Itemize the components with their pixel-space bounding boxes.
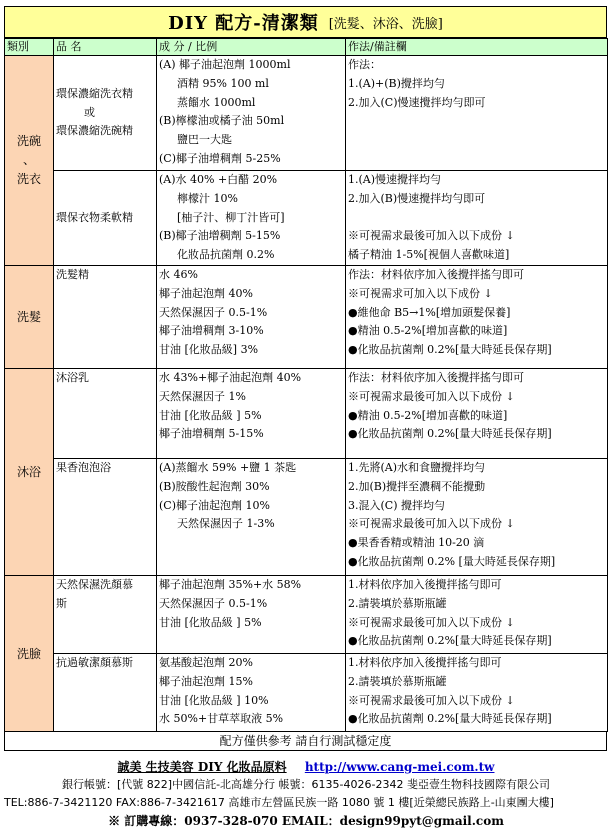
method-line: 2.加(B)攪拌至濃稠不能攪動: [348, 479, 486, 493]
method-line: ●化妝品抗菌劑 0.2%[量大時延長保存期]: [348, 427, 552, 441]
method-line: 2.請裝填於慕斯瓶罐: [348, 674, 447, 688]
method-line: ●化妝品抗菌劑 0.2% [量大時延長保存期]: [348, 554, 556, 568]
method-cell: [346, 369, 608, 459]
ingredient-line: 水 43%+椰子油起泡劑 40%: [159, 371, 302, 384]
ingredient-line: 天然保濕因子 1%: [159, 389, 246, 403]
ingredient-line: 椰子油起泡劑 40%: [159, 286, 253, 300]
method-line: 1.(A)慢速攪拌均勻: [348, 173, 442, 186]
method-line: 作法：材料依序加入後攪拌搖勻即可: [348, 371, 524, 384]
method-cell: [346, 654, 608, 732]
ingredient-line: 鹽巴一大匙: [177, 133, 232, 147]
method-line: 2.加入(B)慢速攪拌均勻即可: [348, 191, 486, 205]
method-line: 2.請裝填於慕斯瓶罐: [348, 596, 447, 610]
header-category: 類別: [5, 39, 54, 56]
product-name: [54, 56, 157, 171]
header-method: 作法/備註欄: [346, 39, 608, 56]
product-name-line: 斯: [56, 596, 67, 610]
method-line: ●精油 0.5-2%[增加喜歡的味道]: [348, 324, 508, 338]
header-ingredients: 成 分 / 比例: [157, 39, 346, 56]
method-line: 1.材料依序加入後攪拌搖勻即可: [348, 656, 502, 669]
method-line: ※可視需求最後可加入以下成份 ↓: [348, 389, 515, 403]
ingredient-line: (A)水 40% +白醋 20%: [159, 173, 278, 186]
product-name: 環保衣物柔軟精: [54, 171, 157, 266]
ingredient-line: 氨基酸起泡劑 20%: [159, 656, 253, 669]
method-line: 作法：: [348, 58, 381, 71]
ingredient-line: [柚子汁、柳丁汁皆可]: [177, 210, 285, 224]
category-text: 洗碗: [16, 134, 41, 149]
contact-info: ※ 訂購專線：0937-328-070 EMAIL：design99pyt@gmail.com: [108, 814, 504, 828]
recipe-page: [4, 6, 607, 751]
ingredients-cell: [157, 459, 346, 576]
method-line: [348, 209, 605, 228]
ingredient-line: 椰子油增稠劑 3-10%: [159, 324, 264, 338]
method-line: ※可視需求最後可加入以下成份 ↓: [348, 693, 515, 707]
method-cell: [346, 459, 608, 576]
ingredient-line: 天然保濕因子 0.5-1%: [159, 596, 268, 610]
ingredient-line: 酒精 95% 100 ml: [177, 76, 269, 90]
product-name-line: 環保濃縮洗碗精: [56, 124, 133, 138]
ingredient-line: 椰子油起泡劑 35%+水 58%: [159, 578, 302, 591]
method-line: ※可視需求最後可加入以下成份 ↓: [348, 615, 515, 629]
category-text: 、: [22, 153, 35, 168]
ingredients-cell: [157, 171, 346, 266]
title-subtitle: [洗髮、沐浴、洗臉]: [328, 16, 443, 32]
table-row: [5, 654, 608, 732]
ingredient-line: (A)蒸餾水 59% +鹽 1 茶匙: [159, 461, 297, 474]
ingredient-line: 椰子油增稠劑 5-15%: [159, 427, 264, 441]
method-line: 2.加入(C)慢速攪拌均勻即可: [348, 95, 486, 109]
footer-title: [0, 758, 612, 776]
page-title: [4, 6, 607, 38]
ingredient-line: (B)胺酸性起泡劑 30%: [159, 479, 270, 493]
product-name-line: 天然保濕洗顏慕: [56, 578, 133, 591]
method-line: ●化妝品抗菌劑 0.2%[量大時延長保存期]: [348, 343, 552, 357]
bank-info: 銀行帳號：[代號 822]中國信託-北高雄分行 帳號：6135-4026-2342 斐亞壹生物科技國際有限公司: [62, 778, 550, 791]
ingredients-cell: [157, 576, 346, 654]
ingredient-line: 檸檬汁 10%: [177, 191, 238, 205]
product-name: 洗髮精: [54, 266, 157, 369]
website-link[interactable]: http://www.cang-mei.com.tw: [304, 760, 495, 774]
product-name-line: 環保濃縮洗衣精: [56, 86, 133, 100]
recipe-table: [4, 38, 608, 732]
table-row: [5, 171, 608, 266]
ingredient-line: 水 50%+甘草萃取液 5%: [159, 712, 284, 726]
product-name: 抗過敏潔顏慕斯: [54, 654, 157, 732]
method-line: ●化妝品抗菌劑 0.2%[量大時延長保存期]: [348, 634, 552, 648]
ingredient-line: (C)椰子油增稠劑 5-25%: [159, 151, 281, 165]
ingredient-line: 椰子油起泡劑 15%: [159, 674, 253, 688]
disclaimer-note: 配方僅供參考 請自行測試穩定度: [4, 732, 607, 751]
title-main: DIY 配方-清潔類: [168, 13, 319, 34]
ingredients-cell: [157, 369, 346, 459]
method-line: 作法：材料依序加入後攪拌搖勻即可: [348, 268, 524, 281]
category-face: 洗臉: [5, 576, 54, 732]
product-name: 果香泡泡浴: [54, 459, 157, 576]
product-name: [54, 576, 157, 654]
ingredients-cell: [157, 266, 346, 369]
ingredient-line: 水 46%: [159, 268, 198, 281]
method-line: ※可視需求最後可加入以下成份 ↓: [348, 517, 515, 531]
ingredient-line: 蒸餾水 1000ml: [177, 95, 256, 109]
method-cell: [346, 266, 608, 369]
ingredients-cell: [157, 654, 346, 732]
method-line: 1.(A)+(B)攪拌均勻: [348, 76, 445, 90]
header-name: 品 名: [54, 39, 157, 56]
method-line: ●化妝品抗菌劑 0.2%[量大時延長保存期]: [348, 712, 552, 726]
brand-name: 誠美 生技美容 DIY 化妝品原料: [117, 760, 287, 774]
category-text: 洗衣: [16, 171, 41, 186]
method-cell: [346, 56, 608, 171]
method-cell: [346, 576, 608, 654]
method-line: 3.混入(C) 攪拌均勻: [348, 498, 445, 512]
ingredient-line: (B)椰子油增稠劑 5-15%: [159, 229, 281, 243]
ingredient-line: 化妝品抗菌劑 0.2%: [177, 248, 275, 262]
ingredients-cell: [157, 56, 346, 171]
product-name: 沐浴乳: [54, 369, 157, 459]
address-info: TEL:886-7-3421120 FAX:886-7-3421617 高雄市左營區民族一路 1080 號 1 樓[近榮總民族路上-山東團大樓]: [4, 796, 554, 809]
table-header-row: [5, 39, 608, 56]
category-wash: [5, 56, 54, 266]
ingredient-line: 甘油 [化妝品級 ] 5%: [159, 408, 262, 422]
method-line: ※可視需求最後可加入以下成份 ↓: [348, 229, 515, 243]
ingredient-line: (C)椰子油起泡劑 10%: [159, 498, 270, 512]
table-row: [5, 459, 608, 576]
ingredient-line: 天然保濕因子 0.5-1%: [159, 305, 268, 319]
ingredient-line: 天然保濕因子 1-3%: [177, 517, 275, 531]
table-row: [5, 266, 608, 369]
table-row: [5, 56, 608, 171]
method-line: 橘子精油 1-5%[視個人喜歡味道]: [348, 248, 510, 262]
method-line: ●果香香精或精油 10-20 滴: [348, 536, 485, 550]
ingredient-line: 甘油 [化妝品級 ] 10%: [159, 693, 269, 707]
ingredient-line: (B)檸檬油或橘子油 50ml: [159, 114, 285, 128]
ingredient-line: (A) 椰子油起泡劑 1000ml: [159, 58, 291, 71]
method-line: ●維他命 B5→1%[增加頭髮保養]: [348, 305, 511, 319]
table-row: [5, 576, 608, 654]
table-row: [5, 369, 608, 459]
method-line: 1.先將(A)水和食鹽攪拌均勻: [348, 461, 486, 474]
method-line: ●精油 0.5-2%[增加喜歡的味道]: [348, 408, 508, 422]
ingredient-line: 甘油 [化妝品級 ] 5%: [159, 615, 262, 629]
method-cell: [346, 171, 608, 266]
method-line: 1.材料依序加入後攪拌搖勻即可: [348, 578, 502, 591]
product-name-line: 或: [84, 105, 95, 119]
ingredient-line: 甘油 [化妝品級] 3%: [159, 343, 259, 357]
method-line: ※可視需求可加入以下成份 ↓: [348, 286, 493, 300]
category-body: 沐浴: [5, 369, 54, 576]
category-hair: 洗髮: [5, 266, 54, 369]
footer: [0, 758, 612, 830]
